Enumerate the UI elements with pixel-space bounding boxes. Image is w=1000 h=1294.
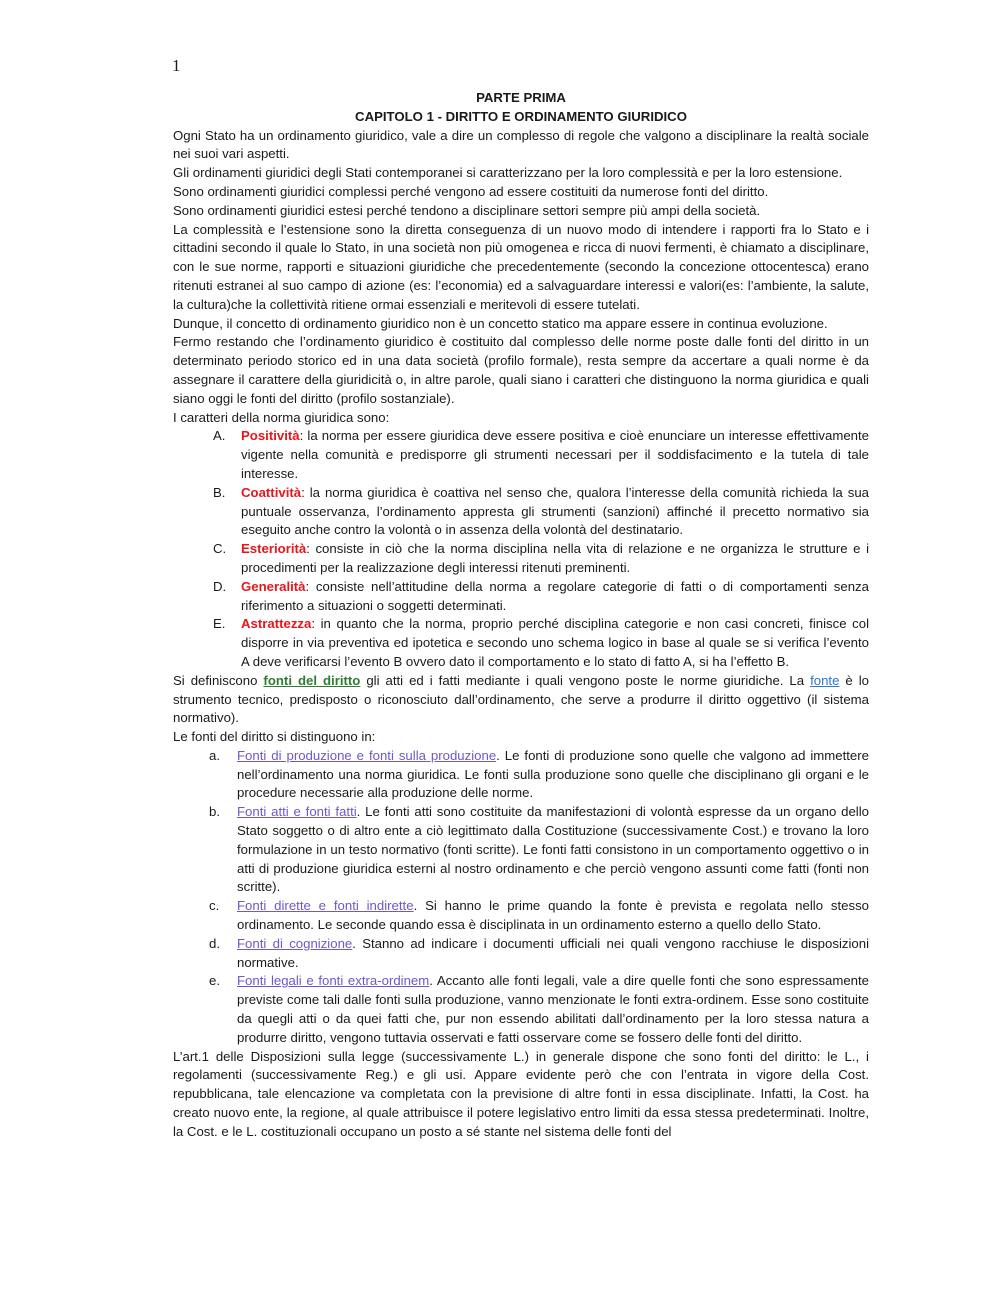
character-term: Coattività xyxy=(241,484,302,500)
character-term: Astrattezza xyxy=(241,616,312,632)
source-description: . Si hanno le prime quando la fonte è prevista e regolata nello stesso ordinamento. Le seconde quando essa è disciplinata in un ordinamento esterno a quello dello Stato. xyxy=(237,898,869,933)
chapter-heading: CAPITOLO 1 - DIRITTO E ORDINAMENTO GIURIDICO xyxy=(355,108,687,124)
list-marker: b. xyxy=(209,804,220,820)
sources-definition-paragraph xyxy=(173,672,869,728)
character-description: : la norma per essere giuridica deve essere positiva e cioè enunciare un interesse effettivamente vigente nella comunità e predisporre gli strumenti necessari per il soddisfacimento e la tutela di tale interesse. xyxy=(241,428,869,481)
character-description: : la norma giuridica è coattiva nel senso che, qualora l’interesse della comunità richieda la sua puntuale osservanza, l’ordinamento appresta gli strumenti (sanzioni) affinché il precetto normativo sia eseguito anche contro la volontà o in assenza della volontà del destinatario. xyxy=(241,484,869,538)
character-term: Esteriorità xyxy=(241,541,307,557)
norm-characters-list xyxy=(173,427,869,671)
source-type-link[interactable]: Fonti atti e fonti fatti xyxy=(237,804,357,820)
list-item xyxy=(173,972,869,1047)
list-item xyxy=(173,540,869,578)
source-description: . Accanto alle fonti legali, vale a dire quelle fonti che sono espressamente previste come tali dalle fonti sulla produzione, vanno menzionate le fonti extra-ordinem. Esse sono costituite da quegli atti o da quei fatti che, pur non essendo abilitati dall’ordinamento per la loro stessa natura a produrre diritto, vengono tuttavia osservati e fatti osservare come se fossero delle fonti del diritto. xyxy=(237,973,870,1045)
text-span: gli atti ed i fatti mediante i quali vengono poste le norme giuridiche. La xyxy=(360,672,811,688)
source-description: . Le fonti atti sono costituite da manifestazioni di volontà espresse da un organo dello Stato soggetto o di altro ente a ciò legittimato dalla Costituzione (successivamente Cost.) e trovano la loro formulazione in un testo normativo (fonti scritte). Le fonti fatti consistono in un comportamento oggettivo o in atti di produzione giuridica esterni al nostro ordinamento e che perciò vengono assunti come fatti (fonti non scritte). xyxy=(237,804,869,895)
list-marker: c. xyxy=(209,898,220,914)
list-marker: D. xyxy=(213,578,227,594)
list-marker: d. xyxy=(209,935,220,951)
intro-paragraph: Dunque, il concetto di ordinamento giuridico non è un concetto statico ma appare essere in continua evoluzione. xyxy=(173,315,828,331)
character-description: : consiste in ciò che la norma disciplina nella vita di relazione e ne organizza le strutture e i procedimenti per la realizzazione degli interessi ritenuti preminenti. xyxy=(241,541,869,575)
list-item xyxy=(173,615,869,671)
character-term: Positività xyxy=(241,428,300,444)
sources-list xyxy=(173,747,869,1048)
list-marker: e. xyxy=(209,973,220,989)
character-term: Generalità xyxy=(241,578,306,594)
intro-paragraph: Sono ordinamenti giuridici estesi perché tendono a disciplinare settori sempre più ampi della società. xyxy=(173,202,761,218)
list-marker: B. xyxy=(213,484,226,500)
character-description: : consiste nell’attitudine della norma a regolare categorie di fatti o di comportamenti senza riferimento a situazioni o soggetti determinati. xyxy=(241,578,869,613)
closing-paragraph: L’art.1 delle Disposizioni sulla legge (successivamente L.) in generale dispone che sono fonti del diritto: le L., i regolamenti (successivamente Reg.) e gli usi. Appare evidente però che con l’entrata in vigore della Cost. repubblicana, tale elencazione va completata con la previsione di altre fonti in essa disciplinate. Infatti, la Cost. ha creato nuovo ente, la regione, al quale attribuisce il potere legislativo entro limiti da essa stessa predeterminati. Inoltre, la Cost. e le L. costituzionali occupano un posto a sé stante nel sistema delle fonti del xyxy=(173,1048,869,1139)
list-item xyxy=(173,935,869,973)
intro-paragraph: Ogni Stato ha un ordinamento giuridico, vale a dire un complesso di regole che valgono a disciplinare la realtà sociale nei suoi vari aspetti. xyxy=(173,127,869,162)
list-marker: a. xyxy=(209,747,220,763)
intro-paragraph: La complessità e l’estensione sono la diretta conseguenza di un nuovo modo di intendere i rapporti fra lo Stato e i cittadini secondo il quale lo Stato, in una società non più omogenea e ricca di nuovi fermenti, è chiamato a disciplinare, con le sue norme, rapporti e situazioni giuridiche che precedentemente (secondo la concezione ottocentesca) erano ritenuti estranei al suo campo di azione (es: l’economia) ed a salvaguardare interessi e valori(es: l’ambiente, la salute, la cultura)che la collettività ritiene ormai essenziali e meritevoli di essere tutelati. xyxy=(173,221,869,312)
intro-paragraph: I caratteri della norma giuridica sono: xyxy=(173,409,390,425)
part-heading: PARTE PRIMA xyxy=(476,90,566,105)
list-item xyxy=(173,747,869,803)
text-span: Si definiscono xyxy=(173,672,264,688)
list-item xyxy=(173,803,869,897)
source-description: . Le fonti di produzione sono quelle che valgono ad immettere nell’ordinamento una norma giuridica. Le fonti sulla produzione sono quelle che disciplinano gli organi e le procedure necessarie alla produzione delle norme. xyxy=(237,747,869,801)
text-span: è lo strumento tecnico, predisposto o riconosciuto dall’ordinamento, che serve a produrre il diritto oggettivo (il sistema normativo). xyxy=(173,672,869,726)
source-type-link[interactable]: Fonti di cognizione xyxy=(237,935,353,951)
list-marker: E. xyxy=(213,616,226,632)
intro-paragraph: Fermo restando che l’ordinamento giuridico è costituito dal complesso delle norme poste dalle fonti del diritto in un determinato periodo storico ed in una data società (profilo formale), resta sempre da accertare a quali norme è da assegnare il carattere della giuridicità o, in altre parole, quali siano i caratteri che distinguono la norma giuridica e quali siano oggi le fonti del diritto (profilo sostanziale). xyxy=(173,334,869,406)
list-item xyxy=(173,578,869,616)
intro-paragraph: Sono ordinamenti giuridici complessi perché vengono ad essere costituiti da numerose fonti del diritto. xyxy=(173,183,769,199)
fonti-del-diritto-term[interactable]: fonti del diritto xyxy=(263,672,361,688)
page-number: 1 xyxy=(172,56,181,75)
fonte-link[interactable]: fonte xyxy=(810,672,840,688)
source-description: . Stanno ad indicare i documenti ufficiali nei quali vengono racchiuse le disposizioni normative. xyxy=(237,935,869,970)
list-marker: C. xyxy=(213,541,227,557)
source-type-link[interactable]: Fonti legali e fonti extra-ordinem xyxy=(237,973,430,989)
intro-paragraph: Gli ordinamenti giuridici degli Stati contemporanei si caratterizzano per la loro complessità e per la loro estensione. xyxy=(173,165,843,181)
list-item xyxy=(173,484,869,540)
list-item xyxy=(173,897,869,935)
character-description: : in quanto che la norma, proprio perché disciplina categorie e non casi concreti, finisce col disporre in via preventiva ed ipotetica e secondo uno schema logico in base al quale se si verifica l’evento A deve verificarsi l’evento B ovvero dato il comportamento e lo stato di fatto A, si ha l’effetto B. xyxy=(241,616,869,669)
list-item xyxy=(173,427,869,483)
source-type-link[interactable]: Fonti di produzione e fonti sulla produzione xyxy=(237,747,497,763)
document-body xyxy=(173,89,869,1142)
list-marker: A. xyxy=(213,428,226,444)
source-type-link[interactable]: Fonti dirette e fonti indirette xyxy=(237,898,414,914)
sources-intro: Le fonti del diritto si distinguono in: xyxy=(173,729,376,745)
